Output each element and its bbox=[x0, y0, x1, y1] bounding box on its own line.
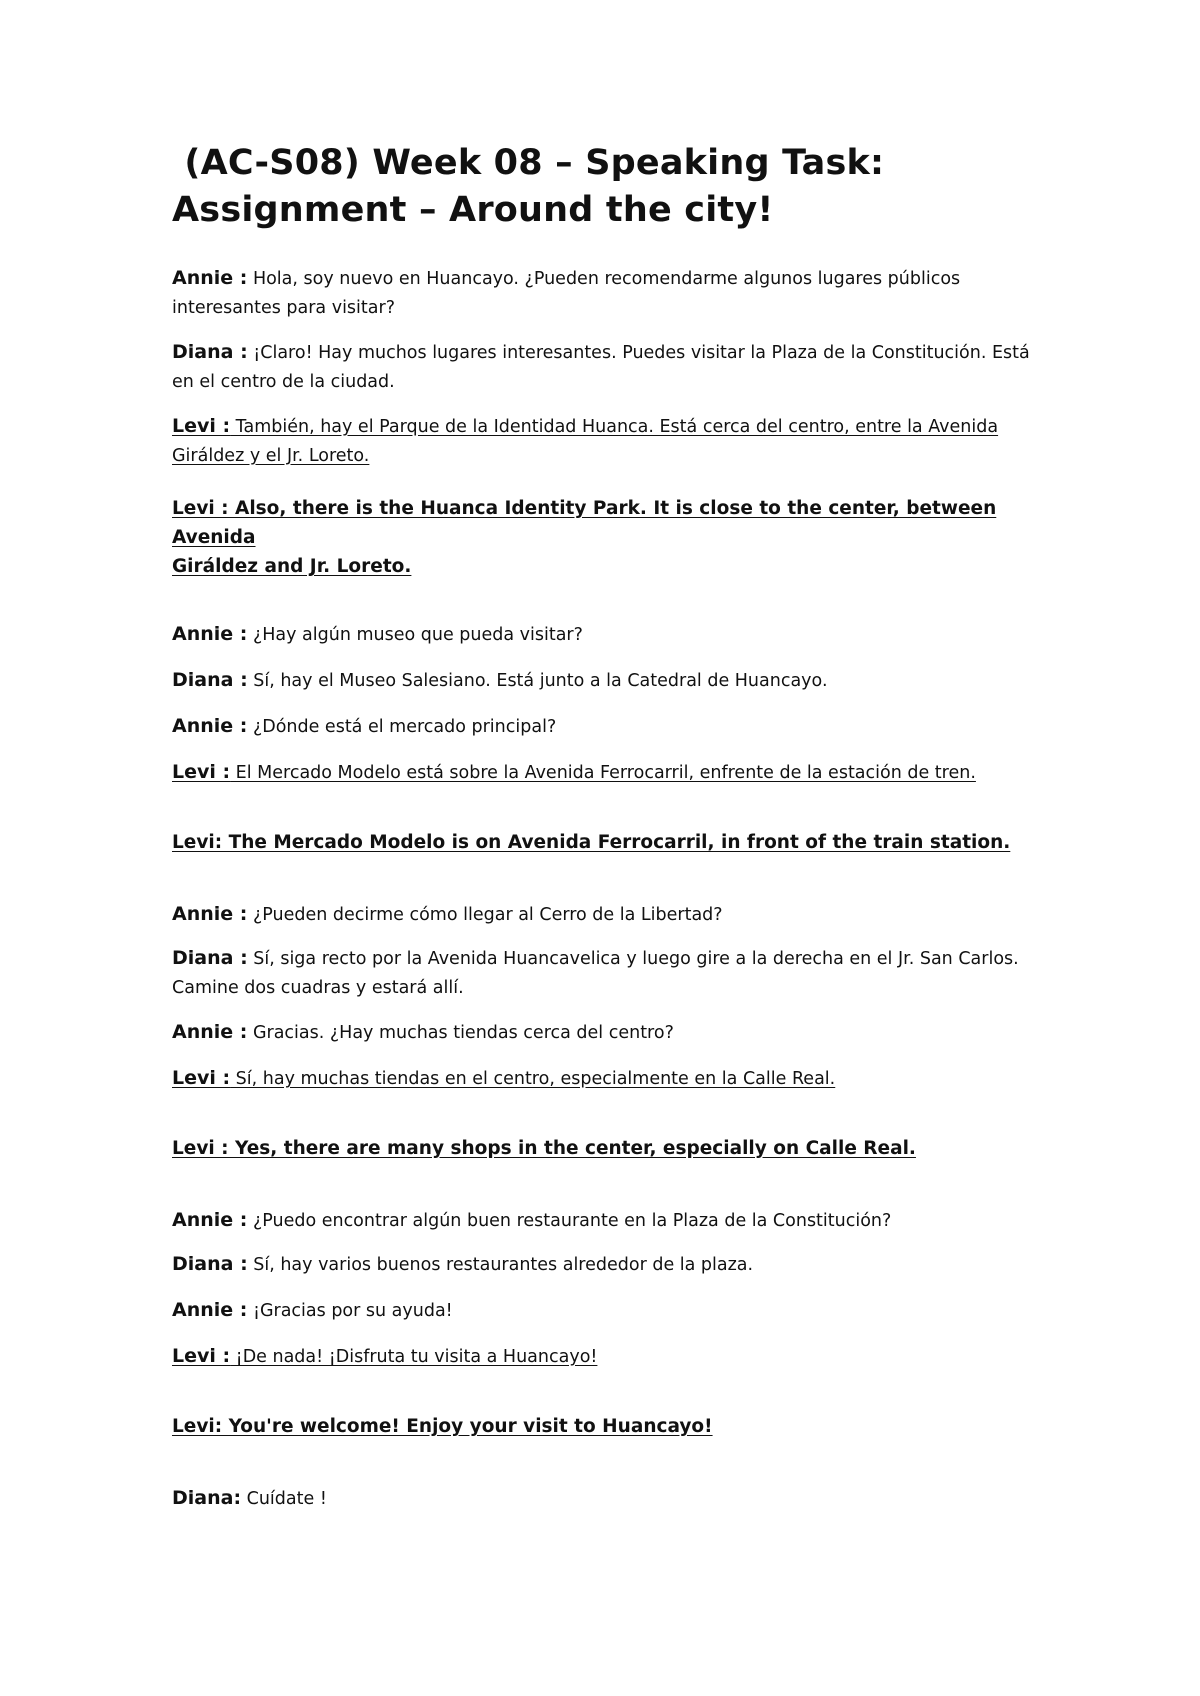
dialogue-text: Sí, hay varios buenos restaurantes alrededor de la plaza. bbox=[247, 1255, 754, 1275]
speaker-label: Levi : bbox=[172, 415, 231, 437]
dialogue-line-diana bbox=[172, 1484, 1052, 1514]
speaker-label: Annie : bbox=[172, 267, 248, 289]
dialogue-text: ¿Dónde está el mercado principal? bbox=[247, 717, 557, 737]
dialogue-text: Gracias. ¿Hay muchas tiendas cerca del centro? bbox=[247, 1023, 674, 1043]
dialogue-text: Hola, soy nuevo en Huancayo. ¿Pueden recomendarme algunos lugares públicos interesantes para visitar? bbox=[172, 269, 961, 318]
dialogue-line-annie bbox=[172, 1018, 1052, 1048]
dialogue-text: ¡Gracias por su ayuda! bbox=[247, 1301, 453, 1321]
speaker-label: Diana: bbox=[172, 1487, 242, 1509]
dialogue-text: ¿Puedo encontrar algún buen restaurante en la Plaza de la Constitución? bbox=[247, 1211, 892, 1231]
speaker-label: Diana : bbox=[172, 341, 248, 363]
dialogue-line-diana bbox=[172, 1250, 1052, 1280]
dialogue-text: ¡De nada! ¡Disfruta tu visita a Huancayo! bbox=[230, 1347, 598, 1367]
document-title bbox=[172, 140, 1052, 234]
dialogue-line-levi bbox=[172, 412, 1052, 471]
speaker-label: Annie : bbox=[172, 623, 248, 645]
speaker-label: Levi : bbox=[172, 1345, 231, 1367]
speaker-label: Annie : bbox=[172, 903, 248, 925]
translation-text: Levi: The Mercado Modelo is on Avenida Ferrocarril, in front of the train station. bbox=[172, 832, 1011, 853]
dialogue-text: Sí, siga recto por la Avenida Huancavelica y luego gire a la derecha en el Jr. San Carlos. Camine dos cuadras y estará allí. bbox=[172, 949, 1019, 998]
dialogue-line-levi bbox=[172, 1064, 1052, 1094]
translation-line bbox=[172, 552, 1052, 581]
dialogue-line-annie bbox=[172, 264, 1052, 323]
dialogue-line-levi bbox=[172, 758, 1052, 788]
speaker-label: Levi : bbox=[172, 761, 231, 783]
translation-line bbox=[172, 1134, 1052, 1163]
title-line-2: Assignment – Around the city! bbox=[172, 190, 774, 230]
dialogue-text: ¿Hay algún museo que pueda visitar? bbox=[247, 625, 583, 645]
speaker-label: Annie : bbox=[172, 1299, 248, 1321]
dialogue-line-levi bbox=[172, 1342, 1052, 1372]
translation-text: Levi : Also, there is the Huanca Identity Park. It is close to the center, between Avenida bbox=[172, 498, 997, 548]
dialogue-line-annie bbox=[172, 1206, 1052, 1236]
dialogue-line-annie bbox=[172, 620, 1052, 650]
title-line-1: (AC-S08) Week 08 – Speaking Task: bbox=[172, 143, 885, 183]
dialogue-text: ¿Pueden decirme cómo llegar al Cerro de la Libertad? bbox=[247, 905, 723, 925]
speaker-label: Annie : bbox=[172, 1021, 248, 1043]
speaker-label: Levi : bbox=[172, 1067, 231, 1089]
dialogue-line-annie bbox=[172, 1296, 1052, 1326]
dialogue-text: Sí, hay el Museo Salesiano. Está junto a la Catedral de Huancayo. bbox=[247, 671, 828, 691]
dialogue-line-annie bbox=[172, 712, 1052, 742]
translation-line bbox=[172, 828, 1052, 857]
speaker-label: Diana : bbox=[172, 669, 248, 691]
dialogue-line-diana bbox=[172, 944, 1052, 1003]
dialogue-line-annie bbox=[172, 900, 1052, 930]
document-page bbox=[172, 140, 1052, 1509]
dialogue-text: Sí, hay muchas tiendas en el centro, especialmente en la Calle Real. bbox=[230, 1069, 836, 1089]
speaker-label: Diana : bbox=[172, 1253, 248, 1275]
speaker-label: Diana : bbox=[172, 947, 248, 969]
translation-text: Levi : Yes, there are many shops in the center, especially on Calle Real. bbox=[172, 1138, 916, 1159]
translation-line bbox=[172, 1412, 1052, 1441]
dialogue-line-diana bbox=[172, 338, 1052, 397]
speaker-label: Annie : bbox=[172, 715, 248, 737]
speaker-label: Annie : bbox=[172, 1209, 248, 1231]
dialogue-text: También, hay el Parque de la Identidad Huanca. Está cerca del centro, entre la Avenida Giráldez y el Jr. Loreto. bbox=[172, 417, 999, 466]
translation-text: Giráldez and Jr. Loreto. bbox=[172, 556, 412, 577]
dialogue-text: Cuídate ! bbox=[241, 1489, 327, 1509]
dialogue-text: El Mercado Modelo está sobre la Avenida Ferrocarril, enfrente de la estación de tren. bbox=[230, 763, 976, 783]
dialogue-text: ¡Claro! Hay muchos lugares interesantes. Puedes visitar la Plaza de la Constitución. Está en el centro de la ciudad. bbox=[172, 343, 1030, 392]
translation-line bbox=[172, 494, 1052, 552]
translation-text: Levi: You're welcome! Enjoy your visit to Huancayo! bbox=[172, 1416, 713, 1437]
dialogue-line-diana bbox=[172, 666, 1052, 696]
